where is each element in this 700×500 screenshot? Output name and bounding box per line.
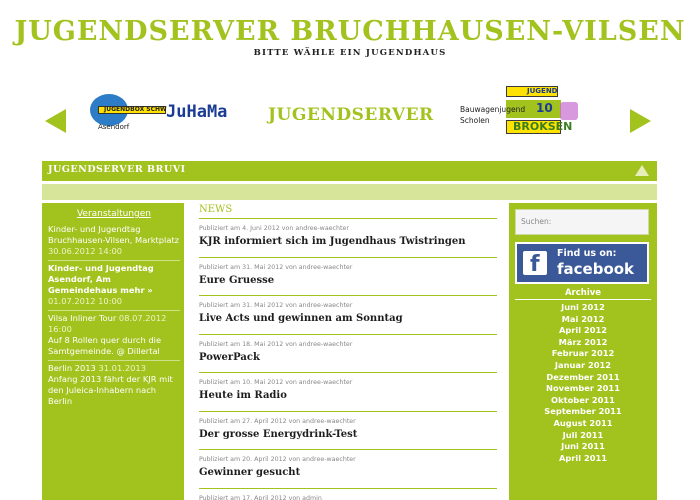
site-title: JUGENDSERVER BRUCHHAUSEN-VILSEN [14, 16, 686, 47]
sub-bar [42, 184, 657, 200]
archive-link[interactable]: August 2011 [553, 417, 613, 428]
events-sidebar [42, 203, 184, 500]
news-post [199, 412, 497, 451]
news-post [199, 489, 497, 500]
news-post [199, 219, 497, 258]
archive-link[interactable]: Oktober 2011 [551, 394, 615, 405]
logo-bottom-block [506, 120, 573, 134]
news-post [199, 335, 497, 374]
logo-top-block [506, 86, 558, 97]
logo-mid-text: JUGENDBOX SCHW [104, 106, 167, 113]
news-column [199, 203, 497, 500]
archive-link[interactable]: Mai 2012 [561, 313, 605, 324]
post-title[interactable]: Live Acts und gewinnen am Sonntag [199, 313, 403, 324]
post-title[interactable]: Eure Gruesse [199, 274, 275, 286]
logo-top-word: JUGEND [527, 87, 558, 95]
archive-link[interactable]: September 2011 [544, 406, 622, 417]
event-date: 08.07.2012 16:00 [48, 313, 167, 334]
events-heading[interactable]: Veranstaltungen [76, 209, 152, 219]
archive-link[interactable]: März 2012 [558, 336, 608, 347]
event-desc: Auf 8 Rollen quer durch die Samtgemeinde. @ Dillertal [48, 335, 162, 356]
news-post [199, 296, 497, 335]
logo-bottom-word: BROKSEN [513, 120, 573, 133]
event-date: 31.01.2013 [98, 363, 146, 373]
facebook-icon: f [523, 251, 547, 275]
archive-link[interactable]: April 2011 [558, 452, 608, 463]
right-sidebar [509, 203, 657, 500]
archive-link[interactable]: Januar 2012 [554, 359, 612, 370]
post-title[interactable]: PowerPack [199, 351, 260, 363]
pink-figure-icon [560, 102, 578, 120]
facebook-word: facebook [557, 260, 635, 278]
archive-link[interactable]: Juli 2011 [562, 429, 604, 440]
event-item[interactable] [48, 222, 180, 260]
post-meta: Publiziert am 27. April 2012 von andree-waechter [199, 417, 356, 425]
facebook-badge[interactable] [515, 242, 649, 284]
section-bar [42, 161, 657, 181]
archive-link[interactable]: April 2012 [558, 325, 608, 336]
facebook-find-text: Find us on: [557, 248, 617, 259]
event-item[interactable] [48, 260, 180, 310]
archive-heading: Archive [515, 288, 651, 300]
archive-link[interactable]: Juni 2012 [561, 302, 605, 312]
logo-place: Asendorf [98, 123, 130, 131]
news-heading: NEWS [199, 203, 497, 219]
post-meta: Publiziert am 17. April 2012 von admin [199, 494, 322, 500]
news-post [199, 373, 497, 412]
news-post [199, 450, 497, 489]
post-meta: Publiziert am 31. Mai 2012 von andree-waechter [199, 263, 353, 271]
post-title[interactable]: Der grosse Energydrink-Test [199, 428, 358, 440]
logo-mid-word: 10 [536, 101, 553, 115]
section-title: JUGENDSERVER BRUVI [48, 164, 186, 175]
house-logo-juhama[interactable] [88, 92, 238, 132]
event-title[interactable]: Vilsa Inliner Tour [48, 313, 117, 323]
triangle-up-icon[interactable] [635, 165, 649, 176]
archive-link[interactable]: Juni 2011 [561, 441, 605, 452]
event-title[interactable]: Kinder- und Jugendtag Bruchhausen-Vilsen, Marktplatz [48, 224, 180, 245]
event-item[interactable] [48, 310, 180, 360]
post-meta: Publiziert am 18. Mai 2012 von andree-waechter [199, 340, 353, 348]
logo-tagline: Bauwagenjugend Scholen [460, 105, 526, 125]
event-title[interactable]: Kinder- und Jugendtag Asendorf, Am Gemeindehaus mehr » [48, 263, 154, 295]
post-meta: Publiziert am 20. April 2012 von andree-waechter [199, 456, 356, 463]
event-title[interactable]: Berlin 2013 [48, 363, 96, 373]
post-title[interactable]: Heute im Radio [199, 390, 287, 401]
post-meta: Publiziert am 10. Mai 2012 von andree-waechter [199, 379, 353, 386]
event-item[interactable] [48, 360, 180, 410]
post-meta: Publiziert am 31. Mai 2012 von andree-waechter [199, 302, 353, 309]
house-logo-jugendserver[interactable]: JUGENDSERVER [268, 105, 434, 125]
archive-link[interactable]: Dezember 2011 [546, 371, 620, 382]
archive-link[interactable]: November 2011 [546, 383, 620, 394]
post-title[interactable]: KJR informiert sich im Jugendhaus Twistringen [199, 236, 466, 247]
event-date: 30.06.2012 14:00 [48, 246, 123, 256]
archive-link[interactable]: Februar 2012 [551, 348, 615, 359]
event-desc: Anfang 2013 fährt der KJR mit den Juleica-Inhabern nach Berlin [48, 374, 173, 406]
site-subtitle: BITTE WÄHLE EIN JUGENDHAUS [253, 48, 447, 58]
arrow-right-icon[interactable] [630, 109, 651, 133]
house-logo-bauwagen[interactable] [458, 84, 598, 140]
arrow-left-icon[interactable] [45, 109, 66, 133]
event-date: 01.07.2012 10:00 [48, 296, 123, 306]
news-post [199, 258, 497, 297]
logo-word: JuHaMa [166, 102, 228, 122]
search-input[interactable]: Suchen: [515, 209, 649, 235]
post-meta: Publiziert am 4. Juni 2012 von andree-waechter [199, 225, 349, 232]
post-title[interactable]: Gewinner gesucht [199, 467, 301, 478]
